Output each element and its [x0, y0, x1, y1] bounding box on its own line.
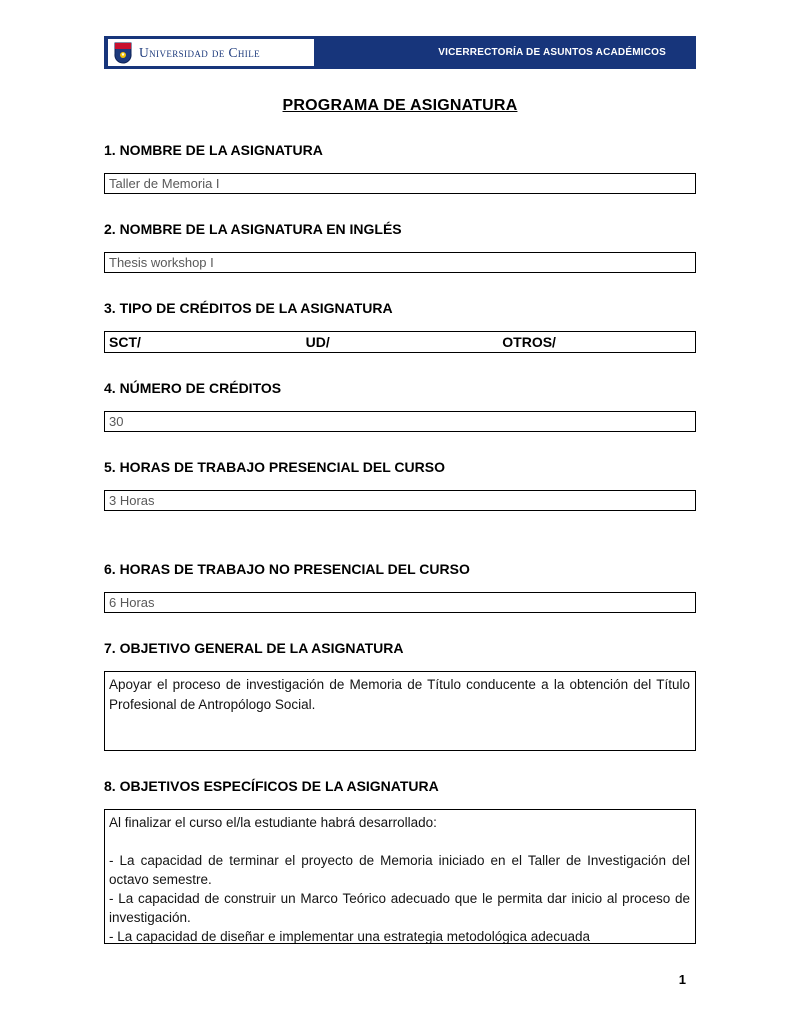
section-heading: 6. HORAS DE TRABAJO NO PRESENCIAL DEL CURSO	[104, 561, 470, 577]
section-heading: 2. NOMBRE DE LA ASIGNATURA EN INGLÉS	[104, 221, 402, 237]
section-course-name-english	[104, 221, 696, 273]
university-logo	[108, 39, 314, 66]
specific-objectives-field	[104, 809, 696, 944]
section-onsite-hours	[104, 459, 696, 511]
university-crest-icon	[114, 42, 132, 64]
page-number: 1	[678, 972, 686, 987]
section-heading: 1. NOMBRE DE LA ASIGNATURA	[104, 142, 323, 158]
section-heading: 8. OBJETIVOS ESPECÍFICOS DE LA ASIGNATURA	[104, 778, 439, 794]
objective-item: - La capacidad de terminar el proyecto de Memoria iniciado en el Taller de Investigación del octavo semestre.	[109, 853, 690, 887]
section-specific-objectives	[104, 778, 696, 944]
course-name-english-field: Thesis workshop I	[104, 252, 696, 273]
page-title: PROGRAMA DE ASIGNATURA	[282, 97, 518, 114]
credit-type-field	[104, 331, 696, 353]
header-bar	[104, 36, 696, 69]
general-objective-field	[104, 671, 696, 751]
section-heading: 5. HORAS DE TRABAJO PRESENCIAL DEL CURSO	[104, 459, 445, 475]
section-credit-count	[104, 380, 696, 432]
course-name-field: Taller de Memoria I	[104, 173, 696, 194]
general-objective-text: Apoyar el proceso de investigación de Memoria de Título conducente a la obtención del Título Profesional de Antropólogo Social.	[109, 677, 690, 712]
university-name: Universidad de Chile	[139, 44, 260, 60]
section-general-objective	[104, 640, 696, 751]
otros-label: OTROS/	[502, 334, 556, 350]
vicerrectoria-label: VICERRECTORÍA DE ASUNTOS ACADÉMICOS	[438, 47, 666, 58]
section-course-name	[104, 142, 696, 194]
section-heading: 4. NÚMERO DE CRÉDITOS	[104, 380, 282, 396]
onsite-hours-field: 3 Horas	[104, 490, 696, 511]
offsite-hours-field: 6 Horas	[104, 592, 696, 613]
section-credit-type	[104, 300, 696, 353]
section-offsite-hours	[104, 561, 696, 613]
credit-count-field: 30	[104, 411, 696, 432]
section-heading: 7. OBJETIVO GENERAL DE LA ASIGNATURA	[104, 640, 404, 656]
sct-label: SCT/	[109, 334, 141, 350]
ud-label: UD/	[305, 334, 330, 350]
specific-objectives-intro: Al finalizar el curso el/la estudiante habrá desarrollado:	[109, 815, 437, 830]
section-heading: 3. TIPO DE CRÉDITOS DE LA ASIGNATURA	[104, 300, 393, 316]
objective-item: - La capacidad de construir un Marco Teórico adecuado que le permita dar inicio al proceso de investigación.	[109, 891, 690, 925]
objective-item: - La capacidad de diseñar e implementar una estrategia metodológica adecuada	[109, 929, 591, 944]
